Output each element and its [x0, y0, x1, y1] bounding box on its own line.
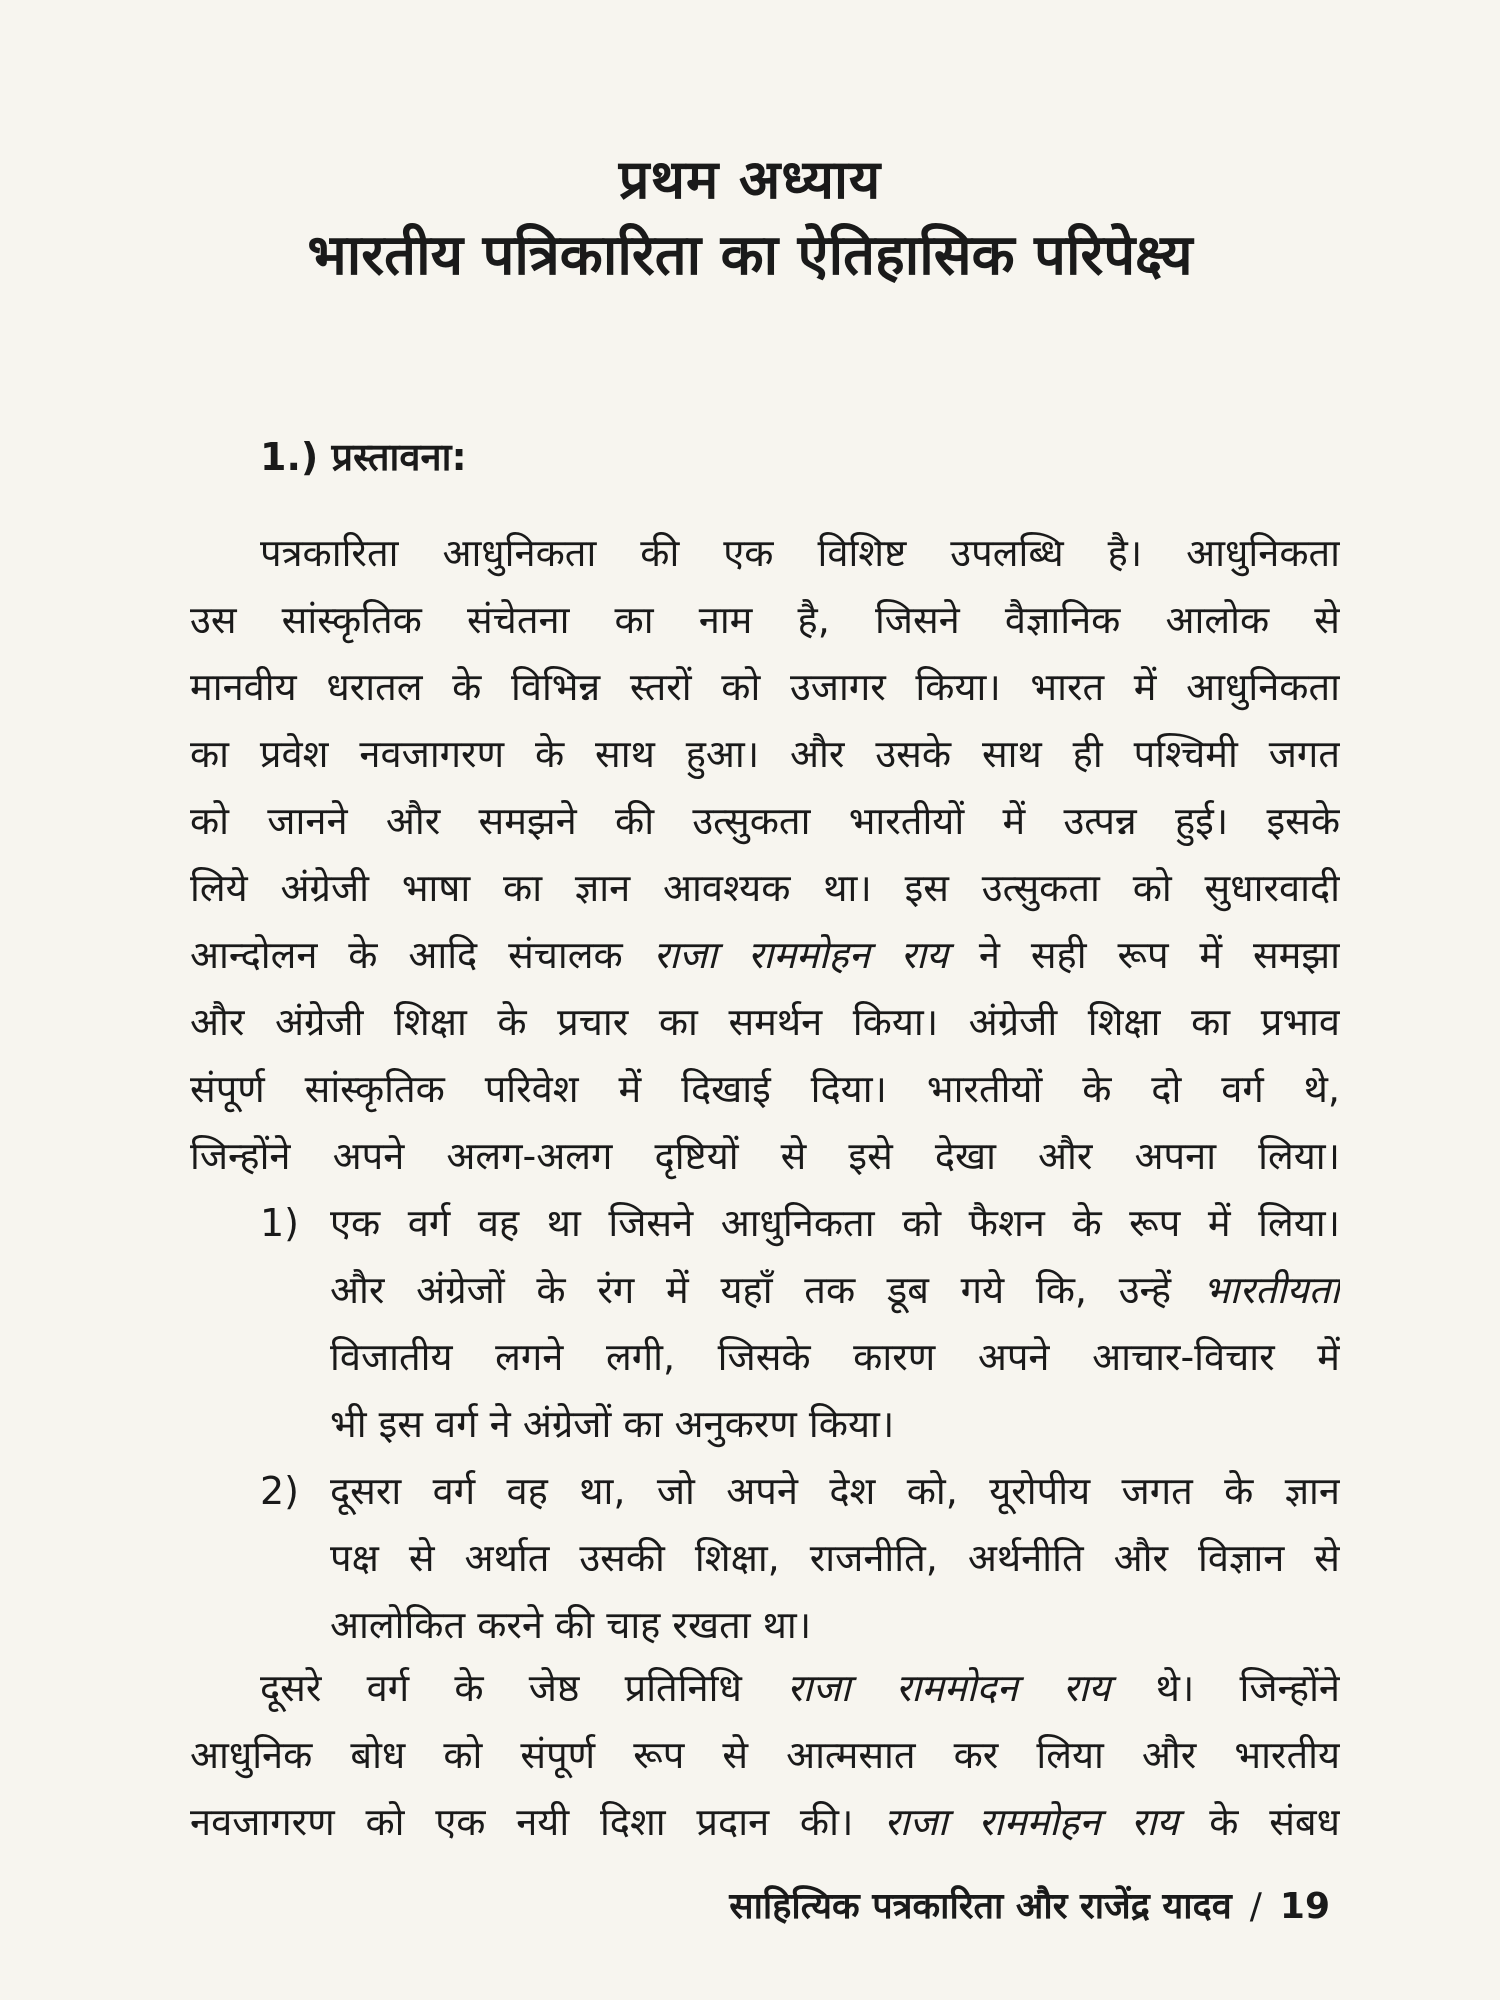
paragraph-second	[190, 1655, 1340, 1856]
chapter-number-label: प्रथम अध्याय	[618, 148, 882, 211]
text-line: एक वर्ग वह था जिसने आधुनिकता को फैशन के रूप में लिया।	[330, 1201, 1340, 1245]
text-fragment: आन्दोलन के आदि संचालक	[190, 933, 623, 977]
running-book-title: साहित्यिक पत्रकारिता और राजेंद्र यादव	[729, 1886, 1232, 1927]
footer-separator: /	[1249, 1886, 1262, 1927]
text-line: लिये अंग्रेजी भाषा का ज्ञान आवश्यक था। इस उत्सुकता को सुधारवादी	[190, 866, 1340, 910]
text-line: विजातीय लगने लगी, जिसके कारण अपने आचार-विचार में	[330, 1335, 1340, 1379]
text-fragment: के संबध	[1209, 1800, 1340, 1844]
list-item	[260, 1190, 1340, 1458]
page-footer	[729, 1880, 1330, 1929]
text-line	[190, 1789, 1340, 1856]
text-fragment: ने सही रूप में समझा	[978, 933, 1340, 977]
page-number: 19	[1279, 1886, 1330, 1927]
text-line: आलोकित करने की चाह रखता था।	[330, 1603, 812, 1647]
paragraph-intro	[190, 520, 1340, 1190]
text-line: संपूर्ण सांस्कृतिक परिवेश में दिखाई दिया। भारतीयों के दो वर्ग थे,	[190, 1067, 1340, 1111]
text-line: को जानने और समझने की उत्सुकता भारतीयों में उत्पन्न हुई। इसके	[190, 799, 1340, 843]
list-marker: 1)	[260, 1201, 300, 1245]
person-name: राजा राममोहन राय	[884, 1800, 1179, 1844]
text-line	[330, 1257, 1340, 1324]
text-line: उस सांस्कृतिक संचेतना का नाम है, जिसने वैज्ञानिक आलोक से	[190, 598, 1340, 642]
section-heading: 1.) प्रस्तावना:	[260, 435, 467, 479]
person-name: राजा राममोदन राय	[787, 1666, 1111, 1710]
text-line: जिन्होंने अपने अलग-अलग दृष्टियों से इसे देखा और अपना लिया।	[190, 1134, 1340, 1178]
text-fragment: दूसरे वर्ग के जेष्ठ प्रतिनिधि	[260, 1666, 742, 1710]
person-name: राजा राममोहन राय	[653, 933, 949, 977]
text-fragment: थे। जिन्होंने	[1155, 1666, 1340, 1710]
chapter-title: भारतीय पत्रिकारिता का ऐतिहासिक परिपेक्ष्य	[307, 223, 1193, 288]
text-line: पत्रकारिता आधुनिकता की एक विशिष्ट उपलब्धि है। आधुनिकता	[260, 531, 1340, 575]
numbered-list	[260, 1190, 1340, 1659]
text-fragment: और अंग्रेजों के रंग में यहाँ तक डूब गये कि, उन्हें	[330, 1268, 1172, 1312]
text-line: पक्ष से अर्थात उसकी शिक्षा, राजनीति, अर्थनीति और विज्ञान से	[330, 1536, 1340, 1580]
list-marker: 2)	[260, 1469, 300, 1513]
emphasized-word: भारतीयता	[1202, 1268, 1340, 1312]
text-line: का प्रवेश नवजागरण के साथ हुआ। और उसके साथ ही पश्चिमी जगत	[190, 732, 1340, 776]
text-line: मानवीय धरातल के विभिन्न स्तरों को उजागर किया। भारत में आधुनिकता	[190, 665, 1340, 709]
text-line: आधुनिक बोध को संपूर्ण रूप से आत्मसात कर लिया और भारतीय	[190, 1733, 1340, 1777]
text-fragment: नवजागरण को एक नयी दिशा प्रदान की।	[190, 1800, 854, 1844]
text-line	[190, 922, 1340, 989]
list-item	[260, 1458, 1340, 1659]
text-line	[190, 1655, 1340, 1722]
text-line: दूसरा वर्ग वह था, जो अपने देश को, यूरोपीय जगत के ज्ञान	[330, 1469, 1340, 1513]
text-line: भी इस वर्ग ने अंग्रेजों का अनुकरण किया।	[330, 1402, 895, 1446]
text-line: और अंग्रेजी शिक्षा के प्रचार का समर्थन किया। अंग्रेजी शिक्षा का प्रभाव	[190, 1000, 1340, 1044]
